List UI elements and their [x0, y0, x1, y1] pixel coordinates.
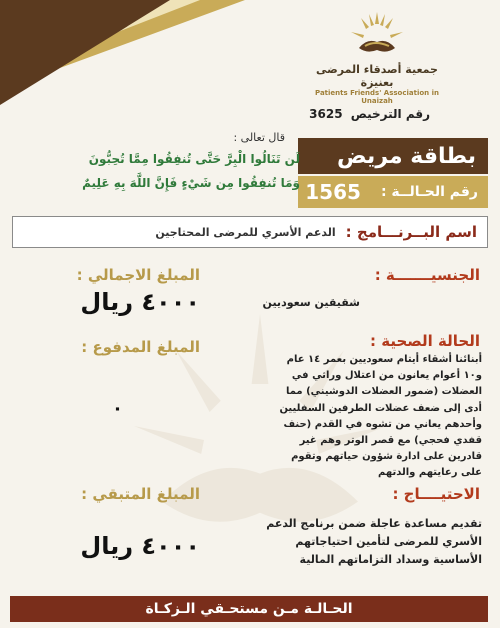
organization-name-ar: جمعية أصدقاء المرضى بعنيزة [316, 63, 438, 89]
license-number: 3625 [309, 107, 343, 121]
organization-logo [302, 10, 452, 105]
remaining-amount-value: ٤٠٠٠ ريال [80, 532, 200, 560]
health-status-label: الحالة الصحية : [370, 332, 480, 350]
quran-verse-line-1: لَن تَنَالُوا الْبِرَّ حَتَّى تُنفِقُوا مِمَّا تُحِبُّونَ [88, 152, 300, 166]
corner-decoration-dark [0, 0, 170, 105]
card-title: بطاقة مريض [298, 138, 488, 174]
remaining-amount-label: المبلغ المتبقي : [81, 485, 200, 503]
paid-amount-value: ٠ [112, 398, 123, 419]
need-label: الاحتيــــاج : [392, 485, 480, 503]
quran-intro: قال تعالى : [233, 131, 285, 144]
organization-name-en: Patients Friends' Association in Unaizah [315, 89, 439, 105]
total-amount-value: ٤٠٠٠ ريال [80, 288, 200, 316]
case-number-value: 1565 [305, 180, 361, 204]
paid-amount-label: المبلغ المدفوع : [81, 338, 200, 356]
case-number-box [298, 176, 488, 208]
zakat-eligibility-banner: الحـالـة مـن مستحـقي الـزكـاة [10, 596, 488, 622]
need-text: تقديم مساعدة عاجلة ضمن برنامج الدعم الأسري للمرضى لتأمين احتياجاتهم الأساسية وسداد التزاماتهم المالية [266, 517, 482, 566]
total-amount-label: المبلغ الاجمالي : [76, 266, 200, 284]
program-label: اسم البــرنـــامج : [345, 223, 477, 241]
program-value: الدعم الأسري للمرضى المحتاجين [155, 225, 336, 239]
nationality-value: شقيقين سعوديين [262, 296, 360, 309]
health-status-text: أبنائنا أشقاء أيتام سعوديين بعمر ١٤ عام و١٠ أعوام يعانون من اعتلال وراثي في العضلات (ضمور العضلات الدوشيني) مما أدى إلى ضعف عضلات الطرفين السفليين وأحدهم يعاني من تشوه في القدم (حنف قفدي فحجي) مع قصر الوتر وهم غير قادرين على ادارة شؤون حياتهم وتقوم على رعايتهم والدتهم [279, 354, 482, 479]
license-label: رقم الترخيص [350, 107, 430, 121]
quran-verse-line-2: وَمَا تُنفِقُوا مِن شَيْءٍ فَإِنَّ اللَّهَ بِهِ عَلِيمٌ [82, 176, 300, 190]
case-number-label: رقم الحـالــة : [380, 184, 478, 200]
program-bar [12, 216, 488, 248]
nationality-label: الجنسيـــــــة : [374, 266, 480, 284]
handshake-sun-icon [347, 10, 407, 62]
license-line [309, 107, 430, 121]
